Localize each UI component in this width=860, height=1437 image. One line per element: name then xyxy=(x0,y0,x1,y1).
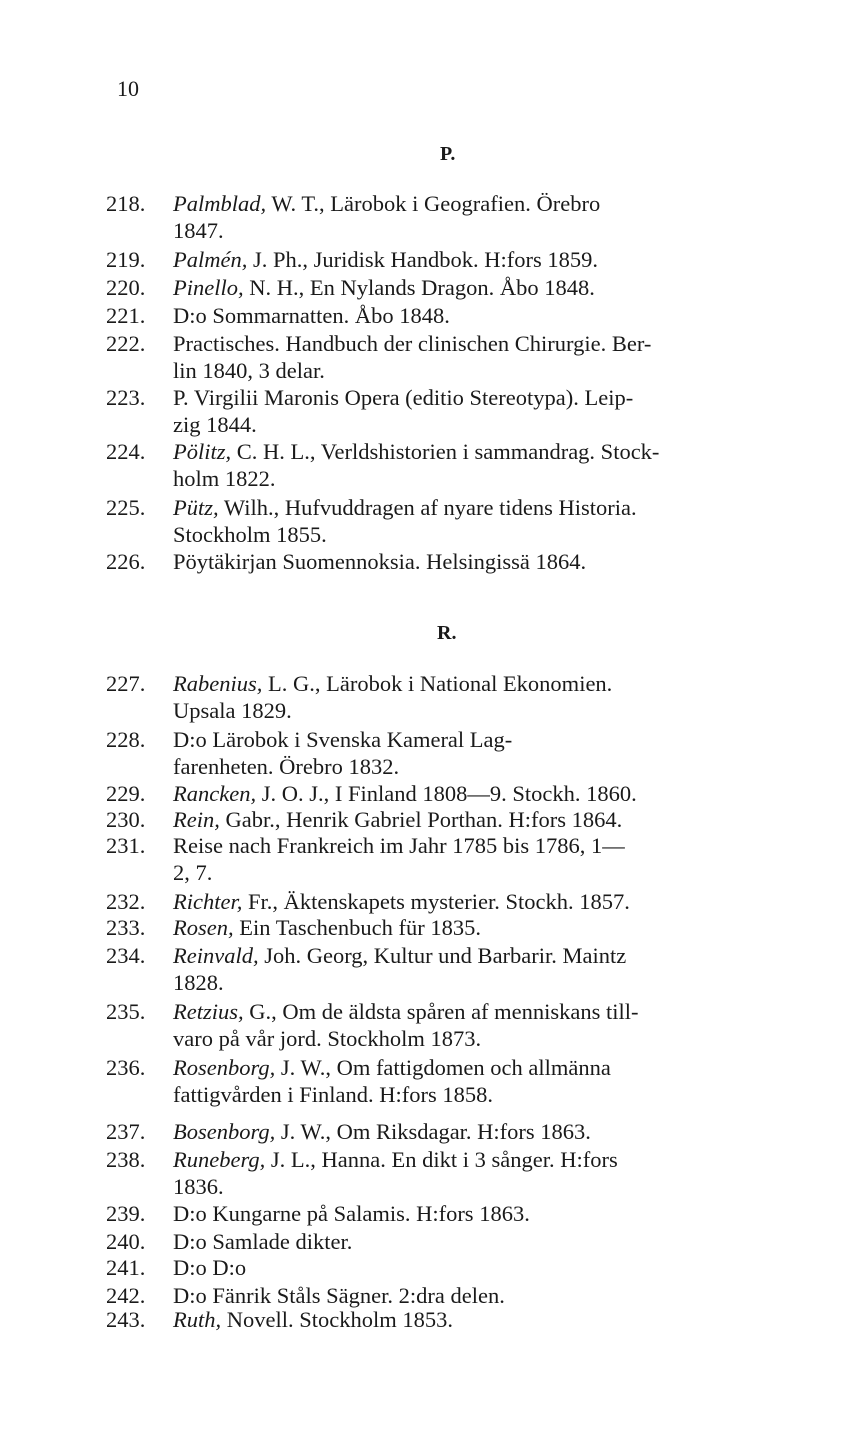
entry-number: 243. xyxy=(106,1307,146,1332)
entry-number: 235. xyxy=(106,999,146,1024)
entry-number: 223. xyxy=(106,385,146,410)
entry-author: Rein, xyxy=(173,807,220,832)
entry-text: D:o Lärobok i Svenska Kameral Lag- xyxy=(173,727,513,752)
entry-text: Pütz, Wilh., Hufvuddragen af nyare tidens Historia. xyxy=(173,495,637,520)
entry-author: Pütz, xyxy=(173,495,219,520)
entry-text: Rosen, Ein Taschenbuch für 1835. xyxy=(173,915,481,940)
entry-number: 241. xyxy=(106,1255,146,1280)
entry-text: Palmblad, W. T., Lärobok i Geografien. Örebro xyxy=(173,191,601,216)
page-number: 10 xyxy=(117,76,139,101)
entry-author: Ruth, xyxy=(173,1307,222,1332)
entry-text: Ruth, Novell. Stockholm 1853. xyxy=(173,1307,453,1332)
entry-text: Rein, Gabr., Henrik Gabriel Porthan. H:fors 1864. xyxy=(173,807,623,832)
entry-author: Pinello, xyxy=(173,275,244,300)
entry-number: 219. xyxy=(106,247,146,272)
entry-author: Rosen, xyxy=(173,915,234,940)
entry-number: 236. xyxy=(106,1055,146,1080)
entry-text: Practisches. Handbuch der clinischen Chirurgie. Ber- xyxy=(173,331,652,356)
section-letter: R. xyxy=(437,622,457,644)
entry-author: Runeberg, xyxy=(173,1147,266,1172)
entry-number: 222. xyxy=(106,331,146,356)
entry-continuation: 1828. xyxy=(173,970,224,995)
entry-continuation: lin 1840, 3 delar. xyxy=(173,358,325,383)
entry-author: Pölitz, xyxy=(173,439,232,464)
entry-author: Rabenius, xyxy=(173,671,263,696)
entry-text: Rancken, J. O. J., I Finland 1808—9. Stockh. 1860. xyxy=(173,781,637,806)
entry-text: D:o Fänrik Ståls Sägner. 2:dra delen. xyxy=(173,1283,505,1308)
entry-number: 240. xyxy=(106,1229,146,1254)
entry-text: D:o Kungarne på Salamis. H:fors 1863. xyxy=(173,1201,530,1226)
entry-text: Pinello, N. H., En Nylands Dragon. Åbo 1848. xyxy=(173,275,595,300)
entry-number: 228. xyxy=(106,727,146,752)
entry-continuation: zig 1844. xyxy=(173,412,257,437)
entry-author: Bosenborg, xyxy=(173,1119,276,1144)
entry-number: 231. xyxy=(106,833,146,858)
entry-continuation: fattigvården i Finland. H:fors 1858. xyxy=(173,1082,493,1107)
entry-text: D:o D:o xyxy=(173,1255,247,1280)
entry-text: Pöytäkirjan Suomennoksia. Helsingissä 1864. xyxy=(173,549,587,574)
entry-text: Richter, Fr., Äktenskapets mysterier. Stockh. 1857. xyxy=(173,889,630,914)
entry-text: Rabenius, L. G., Lärobok i National Ekonomien. xyxy=(173,671,613,696)
entry-number: 230. xyxy=(106,807,146,832)
entry-continuation: Stockholm 1855. xyxy=(173,522,327,547)
entry-text: D:o Sommarnatten. Åbo 1848. xyxy=(173,303,450,328)
entry-continuation: farenheten. Örebro 1832. xyxy=(173,754,400,779)
entry-number: 218. xyxy=(106,191,146,216)
entry-number: 229. xyxy=(106,781,146,806)
entry-continuation: Upsala 1829. xyxy=(173,698,292,723)
entry-continuation: 2, 7. xyxy=(173,860,213,885)
entry-text: Retzius, G., Om de äldsta spåren af menniskans till- xyxy=(173,999,639,1024)
entry-author: Retzius, xyxy=(173,999,244,1024)
entry-text: D:o Samlade dikter. xyxy=(173,1229,353,1254)
entry-author: Palmén, xyxy=(173,247,248,272)
entry-number: 237. xyxy=(106,1119,146,1144)
entry-number: 227. xyxy=(106,671,146,696)
entry-number: 225. xyxy=(106,495,146,520)
entry-continuation: 1847. xyxy=(173,218,224,243)
entry-text: Palmén, J. Ph., Juridisk Handbok. H:fors 1859. xyxy=(173,247,598,272)
entry-number: 232. xyxy=(106,889,146,914)
entry-author: Rosenborg, xyxy=(173,1055,276,1080)
entry-number: 238. xyxy=(106,1147,146,1172)
section-letter: P. xyxy=(440,143,456,165)
entry-continuation: varo på vår jord. Stockholm 1873. xyxy=(173,1026,482,1051)
entry-text: Pölitz, C. H. L., Verldshistorien i sammandrag. Stock- xyxy=(173,439,660,464)
entry-author: Palmblad, xyxy=(173,191,267,216)
entry-text: Bosenborg, J. W., Om Riksdagar. H:fors 1863. xyxy=(173,1119,591,1144)
entry-number: 226. xyxy=(106,549,146,574)
entry-author: Richter, xyxy=(173,889,243,914)
entry-number: 224. xyxy=(106,439,146,464)
entry-text: Rosenborg, J. W., Om fattigdomen och allmänna xyxy=(173,1055,611,1080)
entry-author: Reinvald, xyxy=(173,943,259,968)
entry-text: Reise nach Frankreich im Jahr 1785 bis 1786, 1— xyxy=(173,833,625,858)
entry-number: 233. xyxy=(106,915,146,940)
entry-author: Rancken, xyxy=(173,781,257,806)
entry-text: P. Virgilii Maronis Opera (editio Stereotypa). Leip- xyxy=(173,385,634,410)
entry-number: 239. xyxy=(106,1201,146,1226)
entry-number: 220. xyxy=(106,275,146,300)
entry-continuation: 1836. xyxy=(173,1174,224,1199)
entry-text: Reinvald, Joh. Georg, Kultur und Barbarir. Maintz xyxy=(173,943,627,968)
entry-number: 234. xyxy=(106,943,146,968)
entry-continuation: holm 1822. xyxy=(173,466,276,491)
entry-text: Runeberg, J. L., Hanna. En dikt i 3 sånger. H:fors xyxy=(173,1147,618,1172)
entry-number: 242. xyxy=(106,1283,146,1308)
entry-number: 221. xyxy=(106,303,146,328)
